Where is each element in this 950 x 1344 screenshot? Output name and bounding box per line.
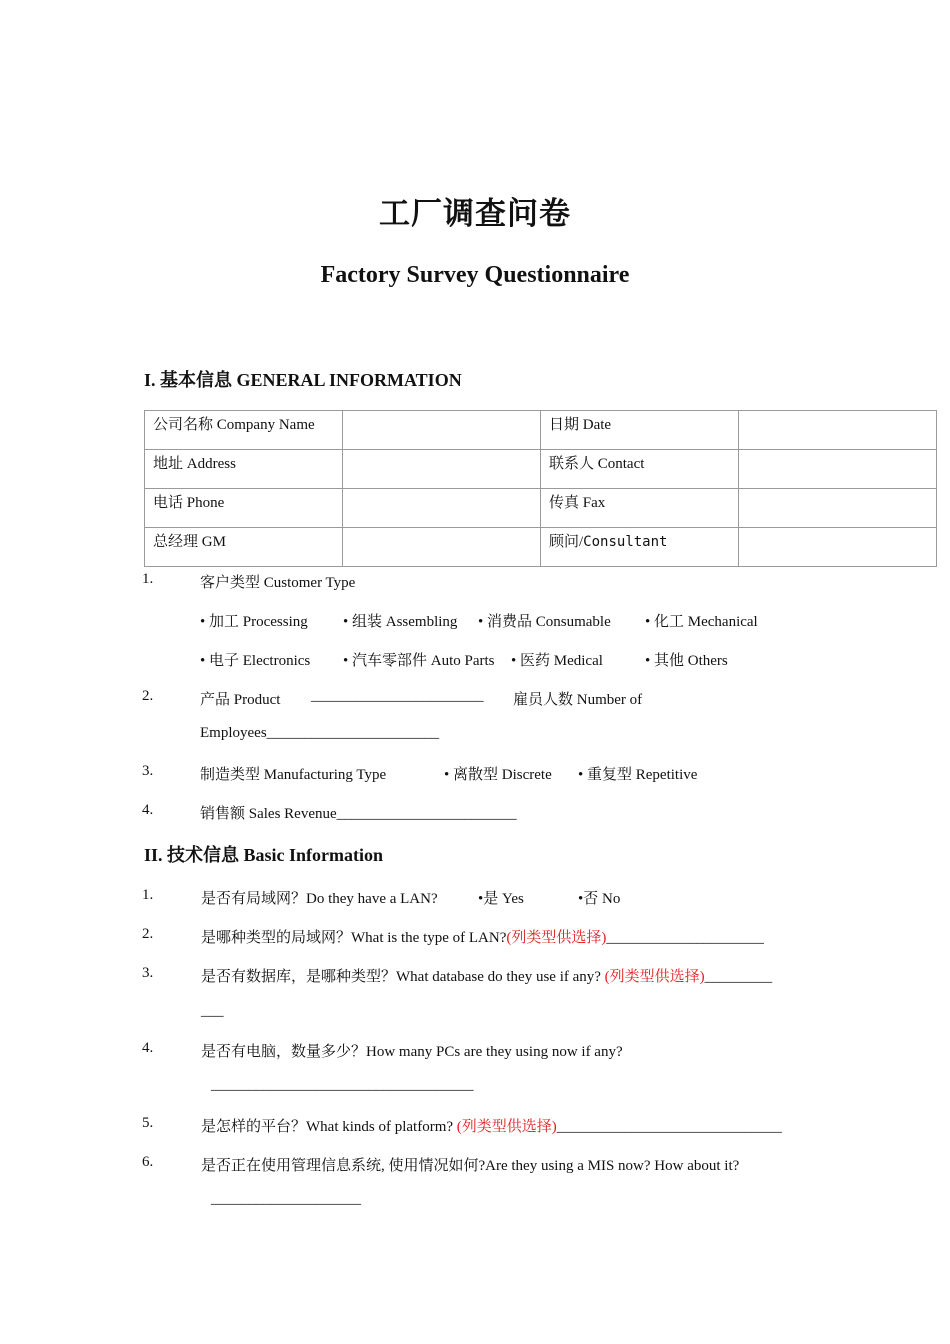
- mis-input-line[interactable]: ____________________: [211, 1191, 361, 1207]
- question-number: 3.: [142, 965, 154, 981]
- bullet-icon: •: [511, 653, 517, 669]
- question-number: 6.: [142, 1154, 154, 1170]
- question-number: 1.: [142, 571, 154, 587]
- section-technical-information-heading: II. 技术信息 Basic Information: [144, 845, 384, 865]
- consultant-label-en: Consultant: [583, 534, 668, 550]
- contact-field[interactable]: [739, 450, 937, 489]
- manufacturing-type-label: 制造类型 Manufacturing Type: [200, 767, 387, 783]
- option-assembling[interactable]: • 组装 Assembling: [343, 614, 458, 630]
- address-field[interactable]: [343, 450, 541, 489]
- bullet-icon: •: [645, 614, 651, 630]
- pc-count-question: 是否有电脑，数量多少？How many PCs are they using now if any?: [201, 1044, 623, 1060]
- fax-label: 传真 Fax: [541, 489, 739, 528]
- database-input-line[interactable]: _________: [704, 969, 773, 985]
- consultant-field[interactable]: [739, 528, 937, 567]
- bullet-icon: •: [578, 891, 584, 907]
- consultant-label: [541, 528, 739, 567]
- pc-count-input-line[interactable]: ___________________________________: [211, 1077, 474, 1093]
- choice-note: (列类型供选择): [456, 1119, 557, 1135]
- question-number: 2.: [142, 926, 154, 942]
- option-repetitive[interactable]: • 重复型 Repetitive: [578, 767, 698, 783]
- question-number: 3.: [142, 763, 154, 779]
- bullet-icon: •: [478, 614, 484, 630]
- general-information-table: [144, 410, 937, 567]
- database-question: 是否有数据库，是哪种类型？What database do they use if any? (列类型供选择)_________: [201, 969, 773, 985]
- bullet-icon: •: [478, 891, 484, 907]
- platform-input-line[interactable]: ______________________________: [556, 1119, 782, 1135]
- question-number: 5.: [142, 1115, 154, 1131]
- employees-label: 雇员人数 Number of: [513, 692, 643, 708]
- option-discrete[interactable]: • 离散型 Discrete: [444, 767, 552, 783]
- sales-revenue-label: 销售额 Sales Revenue________________________: [200, 806, 517, 822]
- bullet-icon: •: [444, 767, 450, 783]
- company-name-field[interactable]: [343, 411, 541, 450]
- option-electronics[interactable]: • 电子 Electronics: [200, 653, 311, 669]
- product-input-line[interactable]: _______________________: [311, 688, 484, 704]
- section-general-information-heading: I. 基本信息 GENERAL INFORMATION: [144, 370, 462, 390]
- date-field[interactable]: [739, 411, 937, 450]
- question-number: 4.: [142, 1040, 154, 1056]
- choice-note: (列类型供选择): [506, 930, 607, 946]
- table-row: [145, 411, 937, 450]
- question-number: 2.: [142, 688, 154, 704]
- employees-label-cont: Employees_______________________: [200, 725, 440, 741]
- bullet-icon: •: [343, 653, 349, 669]
- question-number: 1.: [142, 887, 154, 903]
- option-lan-yes[interactable]: •是 Yes: [478, 891, 524, 907]
- employees-input-line[interactable]: _______________________: [266, 725, 440, 741]
- bullet-icon: •: [343, 614, 349, 630]
- database-input-line-cont[interactable]: ___: [201, 1003, 224, 1019]
- table-row: [145, 489, 937, 528]
- gm-label: 总经理 GM: [145, 528, 343, 567]
- mis-question: 是否正在使用管理信息系统, 使用情况如何?Are they using a MIS now? How about it?: [201, 1158, 740, 1174]
- page-title-chinese: 工厂调查问卷: [379, 196, 571, 232]
- page-title-english: Factory Survey Questionnaire: [320, 262, 630, 288]
- phone-field[interactable]: [343, 489, 541, 528]
- sales-revenue-input-line[interactable]: ________________________: [336, 806, 517, 822]
- date-label: 日期 Date: [541, 411, 739, 450]
- product-label: 产品 Product: [200, 692, 281, 708]
- question-number: 4.: [142, 802, 154, 818]
- lan-type-input-line[interactable]: _____________________: [606, 930, 764, 946]
- customer-type-label: 客户类型 Customer Type: [200, 575, 356, 591]
- table-row: [145, 450, 937, 489]
- option-consumable[interactable]: • 消费品 Consumable: [478, 614, 611, 630]
- option-lan-no[interactable]: •否 No: [578, 891, 621, 907]
- fax-field[interactable]: [739, 489, 937, 528]
- bullet-icon: •: [645, 653, 651, 669]
- consultant-label-cn: 顾问/: [549, 534, 584, 550]
- company-name-label: 公司名称 Company Name: [145, 411, 343, 450]
- option-mechanical[interactable]: • 化工 Mechanical: [645, 614, 758, 630]
- platform-question: 是怎样的平台？What kinds of platform? (列类型供选择)______________________________: [201, 1119, 782, 1135]
- bullet-icon: •: [200, 653, 206, 669]
- lan-type-question: 是哪种类型的局域网？What is the type of LAN?(列类型供选择)_____________________: [201, 930, 764, 946]
- option-medical[interactable]: • 医药 Medical: [511, 653, 603, 669]
- bullet-icon: •: [578, 767, 584, 783]
- option-processing[interactable]: • 加工 Processing: [200, 614, 308, 630]
- choice-note: (列类型供选择): [604, 969, 705, 985]
- contact-label: 联系人 Contact: [541, 450, 739, 489]
- gm-field[interactable]: [343, 528, 541, 567]
- lan-question-label: 是否有局域网？Do they have a LAN?: [201, 891, 438, 907]
- address-label: 地址 Address: [145, 450, 343, 489]
- option-others[interactable]: • 其他 Others: [645, 653, 728, 669]
- bullet-icon: •: [200, 614, 206, 630]
- table-row: [145, 528, 937, 567]
- option-auto-parts[interactable]: • 汽车零部件 Auto Parts: [343, 653, 495, 669]
- phone-label: 电话 Phone: [145, 489, 343, 528]
